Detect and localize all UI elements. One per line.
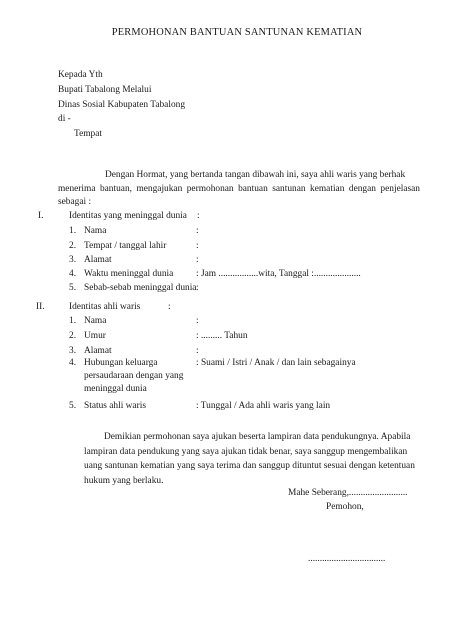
s2-item-label: Status ahli waris: [84, 401, 146, 411]
closing-line-4: hukum yang berlaku.: [84, 476, 164, 486]
closing-line-3: uang santunan kematian yang saya terima dan sanggup dituntut sesuai dengan ketentuan: [84, 461, 415, 471]
section-2-heading: Identitas ahli waris: [69, 302, 141, 312]
document-title: PERMOHONAN BANTUAN SANTUNAN KEMATIAN: [111, 27, 363, 38]
s1-item-value: :: [196, 255, 199, 265]
section-2-colon: :: [168, 302, 171, 312]
signature-role: Pemohon,: [326, 502, 364, 512]
s1-item-value: :: [196, 241, 199, 251]
address-line-4: di -: [58, 114, 71, 124]
s1-item-label: Nama: [84, 226, 107, 236]
s2-item-label-cont: persaudaraan dengan yang: [84, 371, 184, 381]
s2-item-label-cont: meninggal dunia: [84, 384, 147, 394]
closing-line-2: lampiran data pendukung yang saya ajukan tidak benar, saya sanggup mengembalikan: [84, 447, 408, 457]
s1-item-value: :: [196, 226, 199, 236]
s1-item-num: 4.: [69, 269, 77, 279]
intro-line-1: Dengan Hormat, yang bertanda tangan dibawah ini, saya ahli waris yang berhak: [105, 170, 406, 180]
s1-item-label: Alamat: [84, 255, 112, 265]
s2-item-num: 2.: [69, 331, 77, 341]
section-2-roman: II.: [36, 302, 45, 312]
section-1-colon: :: [197, 211, 200, 221]
s2-item-num: 5.: [69, 401, 77, 411]
signature-place-date: Mahe Seberang,.........................: [288, 488, 408, 498]
s1-item-label: Waktu meninggal dunia: [84, 269, 174, 279]
s1-item-num: 3.: [69, 255, 77, 265]
s1-item-value: : Jam .................wita, Tanggal :....................: [196, 269, 361, 279]
s2-item-label: Nama: [84, 316, 107, 326]
intro-line-2: menerima bantuan, mengajukan permohonan bantuan santunan kematian dengan penjelasan: [58, 184, 420, 194]
closing-line-1: Demikian permohonan saya ajukan beserta lampiran data pendukungnya. Apabila: [104, 432, 411, 442]
s1-item-label: Sebab-sebab meninggal dunia: [84, 283, 197, 293]
s2-item-label: Hubungan keluarga: [84, 358, 158, 368]
s2-item-value: : ......... Tahun: [196, 331, 248, 341]
intro-line-3: sebagai :: [58, 197, 92, 207]
s2-item-num: 1.: [69, 316, 77, 326]
s1-item-num: 1.: [69, 226, 77, 236]
s1-item-value: :: [196, 283, 199, 293]
address-line-2: Bupati Tabalong Melalui: [58, 85, 152, 95]
s2-item-label: Alamat: [84, 346, 112, 356]
s1-item-num: 5.: [69, 283, 77, 293]
s2-item-value: :: [196, 316, 199, 326]
s1-item-label: Tempat / tanggal lahir: [84, 241, 167, 251]
address-line-3: Dinas Sosial Kabupaten Tabalong: [58, 100, 186, 110]
address-line-1: Kepada Yth: [58, 70, 103, 80]
s2-item-value: : Suami / Istri / Anak / dan lain sebagainya: [196, 358, 356, 368]
s2-item-num: 3.: [69, 346, 77, 356]
s2-item-value: :: [196, 346, 199, 356]
signature-name-line: .................................: [308, 554, 386, 564]
s2-item-label: Umur: [84, 331, 106, 341]
section-1-heading: Identitas yang meninggal dunia: [69, 211, 187, 221]
s1-item-num: 2.: [69, 241, 77, 251]
s2-item-value: : Tunggal / Ada ahli waris yang lain: [196, 401, 331, 411]
section-1-roman: I.: [38, 211, 44, 221]
address-line-5: Tempat: [74, 129, 102, 139]
s2-item-num: 4.: [69, 358, 77, 368]
